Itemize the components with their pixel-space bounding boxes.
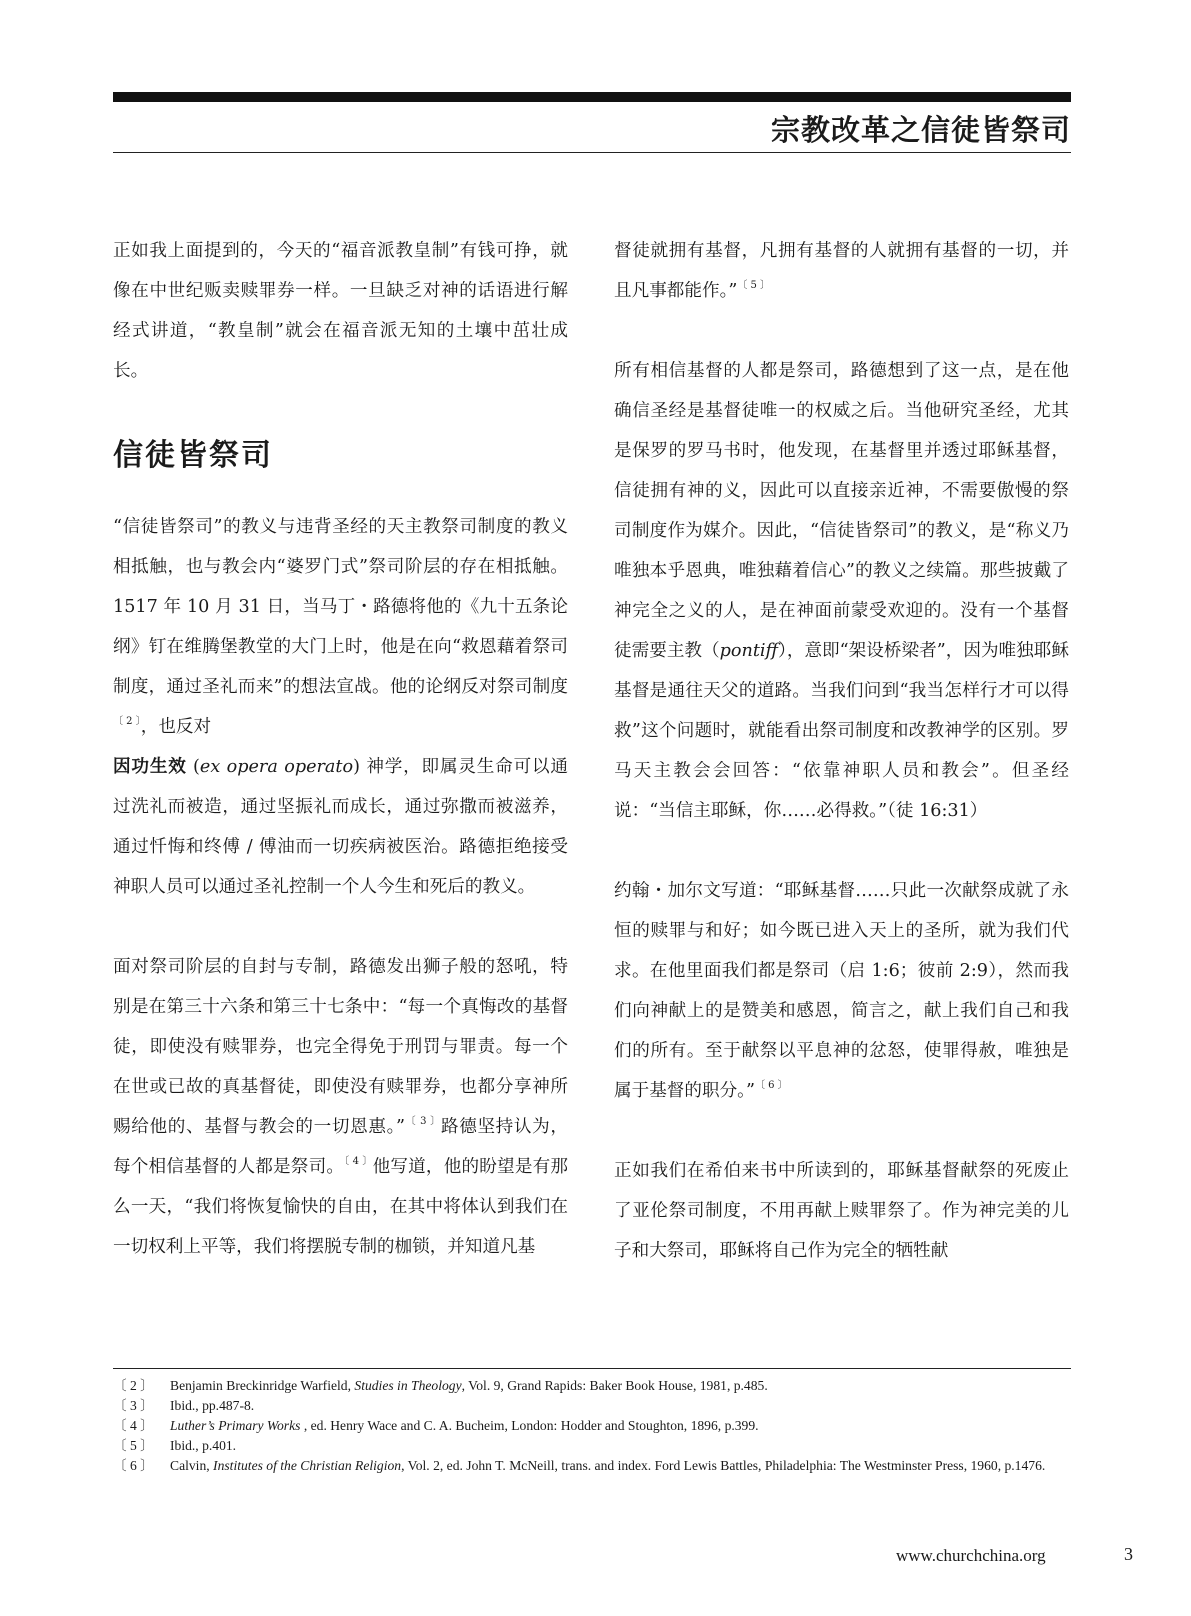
right-column xyxy=(614,231,1069,1311)
text-segment: 所有相信基督的人都是祭司，路德想到了这一点，是在他确信圣经是基督徒唯一的权威之后。当他研究圣经，尤其是保罗的罗马书时，他发现，在基督里并透过耶稣基督，信徒拥有神的义，因此可以直接亲近神，不需要傲慢的祭司制度作为媒介。因此，“信徒皆祭司”的教义，是“称义乃唯独本乎恩典，唯独藉着信心”的教义之续篇。那些披戴了神完全之义的人，是在神面前蒙受欢迎的。没有一个基督徒需要主教（ xyxy=(614,361,1069,661)
paragraph-hebrews: 正如我们在希伯来书中所读到的，耶稣基督献祭的死废止了亚伦祭司制度，不用再献上赎罪祭了。作为神完美的儿子和大祭司，耶稣将自己作为完全的牺牲献 xyxy=(614,1161,1069,1261)
footnote-ref[interactable]: 〔 4 〕 xyxy=(344,1156,373,1167)
footnote-item xyxy=(113,1436,1071,1456)
footnote-number: 〔 2 〕 xyxy=(113,1378,154,1393)
footnote-text-part: , Vol. 2, ed. John T. McNeill, trans. and index. Ford Lewis Battles, Philadelphia: The Westminster Press, 1960, p.1476. xyxy=(401,1458,1046,1473)
text-segment: 他写道，他的盼望是有那么一天，“我们将恢复愉快的自由，在其中将体认到我们在一切权利上平等，我们将摆脱专制的枷锁，并知道凡基 xyxy=(113,1157,568,1257)
section-heading: 信徒皆祭司 xyxy=(113,438,273,473)
latin-term: ex opera operato xyxy=(199,757,354,777)
footnote-number: 〔 3 〕 xyxy=(113,1398,154,1413)
left-column xyxy=(113,231,568,1307)
footnote-ref[interactable]: 〔 3 〕 xyxy=(405,1116,441,1127)
paragraph-calvin xyxy=(614,871,1069,1111)
footnote-text xyxy=(170,1456,1071,1476)
footnote-title: Institutes of the Christian Religion xyxy=(213,1458,402,1473)
footnote-title: Luther’s Primary Works xyxy=(170,1418,301,1433)
footnotes xyxy=(113,1376,1071,1476)
footnote-item xyxy=(113,1396,1071,1416)
footnote-text-part: Calvin, xyxy=(170,1458,214,1473)
text-segment: ，也反对 xyxy=(140,717,212,737)
paragraph-all-believers xyxy=(614,351,1069,831)
footnote-item xyxy=(113,1416,1071,1436)
latin-term: pontiff xyxy=(719,641,779,661)
text-segment: 路德坚持认为，每个相信基督的人都是祭司。 xyxy=(113,1117,568,1177)
text-segment: “信徒皆祭司”的教义与违背圣经的天主教祭司制度的教义相抵触，也与教会内“婆罗门式”祭司阶层的存在相抵触。1517 年 10 月 31 日，当马丁・路德将他的《九十五条论纲》钉在维腾堡教堂的大门上时，他是在向“救恩藉着祭司制度，通过圣礼而来”的想法宣战。他的论纲反对祭司制度 xyxy=(113,517,568,697)
footnote-ref[interactable]: 〔 2 〕 xyxy=(113,716,141,727)
footnote-text-part: Ibid., pp.487-8. xyxy=(170,1398,255,1413)
footnote-text-part: Ibid., p.401. xyxy=(170,1438,237,1453)
footnote-item xyxy=(113,1456,1071,1476)
footnote-text xyxy=(170,1376,1071,1396)
text-segment: ），意即“架设桥梁者”，因为唯独耶稣基督是通往天父的道路。当我们问到“我当怎样行才可以得救”这个问题时，就能看出祭司制度和改教神学的区别。罗马天主教会会回答：“依靠神职人员和教会”。但圣经说：“当信主耶稣，你……必得救。”（徒 16:31） xyxy=(614,641,1069,821)
paragraph-continuation xyxy=(614,231,1069,311)
footnote-title: Studies in Theology xyxy=(354,1378,462,1393)
footnote-ref[interactable]: 〔 5 〕 xyxy=(737,280,771,291)
footnote-item xyxy=(113,1376,1071,1396)
footnote-text-part: , Vol. 9, Grand Rapids: Baker Book House, 1981, p.485. xyxy=(461,1378,768,1393)
paragraph-priesthood xyxy=(113,507,568,907)
header-rule xyxy=(113,92,1071,102)
footnote-divider xyxy=(113,1368,1071,1369)
footnote-number: 〔 5 〕 xyxy=(113,1438,154,1453)
footnote-ref[interactable]: 〔 6 〕 xyxy=(754,1080,788,1091)
footnote-number: 〔 6 〕 xyxy=(113,1458,154,1473)
text-segment: 面对祭司阶层的自封与专制，路德发出狮子般的怒吼，特别是在第三十六条和第三十七条中：“每一个真悔改的基督徒，即使没有赎罪券，也完全得免于刑罚与罪责。每一个在世或已故的真基督徒，即使没有赎罪券，也都分享神所赐给他的、基督与教会的一切恩惠。” xyxy=(113,957,568,1137)
key-term: 因功生效 xyxy=(113,757,187,777)
footnote-text-part: , ed. Henry Wace and C. A. Bucheim, London: Hodder and Stoughton, 1896, p.399. xyxy=(300,1418,759,1433)
footnote-number: 〔 4 〕 xyxy=(113,1418,154,1433)
running-title: 宗教改革之信徒皆祭司 xyxy=(770,113,1071,147)
text-segment: ( xyxy=(186,757,200,777)
footnote-text xyxy=(170,1396,1071,1416)
footnote-text-part: Benjamin Breckinridge Warfield, xyxy=(170,1378,355,1393)
footnote-text xyxy=(170,1436,1071,1456)
footnote-text xyxy=(170,1416,1071,1436)
text-segment: 督徒就拥有基督，凡拥有基督的人就拥有基督的一切，并且凡事都能作。” xyxy=(614,241,1069,301)
header-divider xyxy=(113,152,1071,153)
site-url[interactable]: www.churchchina.org xyxy=(896,1546,1046,1565)
text-segment: 约翰・加尔文写道：“耶稣基督……只此一次献祭成就了永恒的赎罪与和好；如今既已进入天上的圣所，就为我们代求。在他里面我们都是祭司（启 1:6；彼前 2:9），然而我们向神献上的是赞美和感恩，简言之，献上我们自己和我们的所有。至于献祭以平息神的忿怒，使罪得赦，唯独是属于基督的职分。” xyxy=(614,881,1069,1101)
page-number: 3 xyxy=(1124,1544,1133,1564)
text-segment: ) 神学，即属灵生命可以通过洗礼而被造，通过坚振礼而成长，通过弥撒而被滋养，通过忏悔和终傅 / 傅油而一切疾病被医治。路德拒绝接受神职人员可以通过圣礼控制一个人今生和死后的教义。 xyxy=(113,757,568,897)
intro-paragraph: 正如我上面提到的，今天的“福音派教皇制”有钱可挣，就像在中世纪贩卖赎罪券一样。一旦缺乏对神的话语进行解经式讲道，“教皇制”就会在福音派无知的土壤中茁壮成长。 xyxy=(113,241,568,381)
paragraph-luther-roar xyxy=(113,947,568,1267)
